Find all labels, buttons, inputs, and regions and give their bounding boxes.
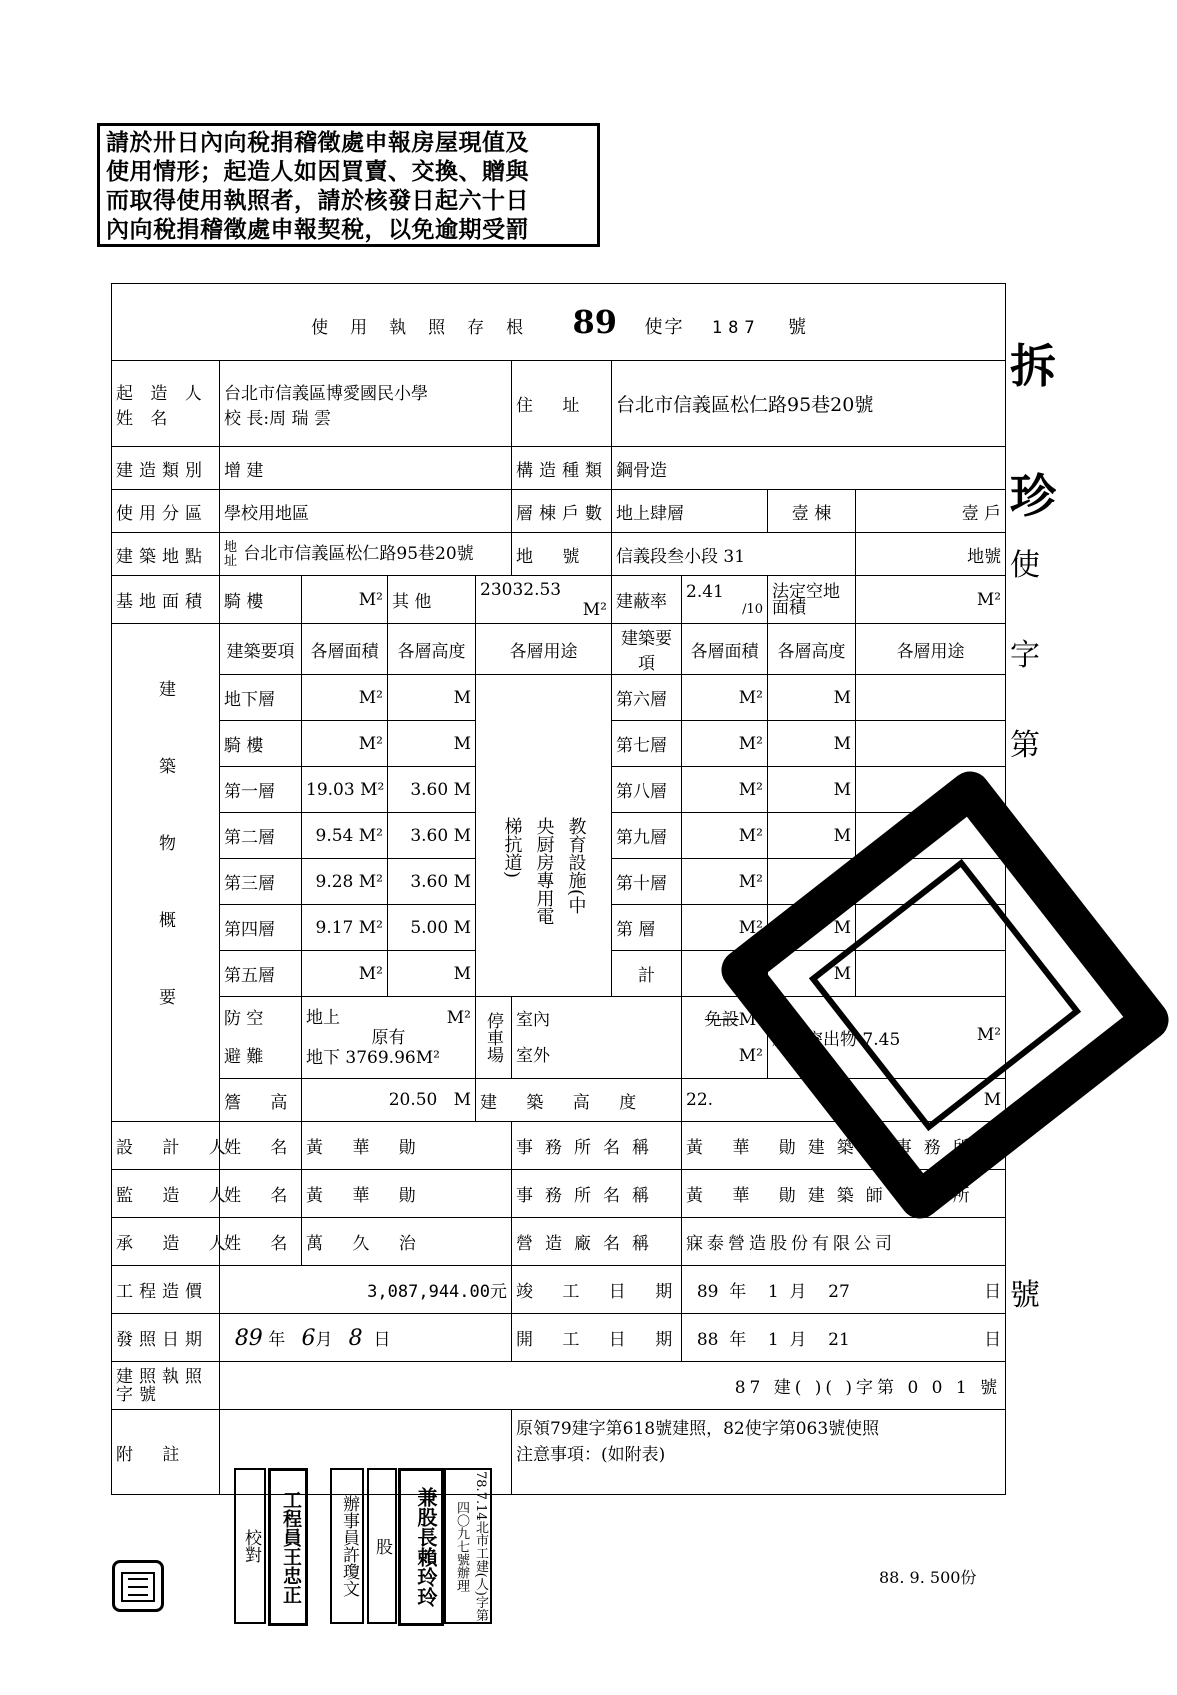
office-label: 事務所名稱 bbox=[512, 1170, 682, 1218]
unit-m2: M² bbox=[360, 779, 385, 800]
title-word: 使字 bbox=[644, 317, 685, 338]
floor-height bbox=[388, 813, 476, 859]
edge-char: 拆 bbox=[1010, 339, 1056, 393]
arcade-unit: M² bbox=[302, 576, 388, 624]
floor-name: 騎 樓 bbox=[220, 721, 302, 767]
notice-line: 使用情形；起造人如因買賣、交換、贈與 bbox=[106, 158, 529, 185]
unit-m2: M² bbox=[738, 1009, 763, 1030]
check-stamp: 校對 bbox=[234, 1468, 266, 1624]
coverage bbox=[682, 576, 768, 624]
shelter-area bbox=[302, 997, 476, 1079]
day-unit: 日 bbox=[984, 1330, 1002, 1350]
other-label: 其 他 bbox=[388, 576, 476, 624]
floor-area bbox=[302, 859, 388, 905]
start-month: 1 bbox=[767, 1330, 779, 1350]
parking-label: 停車場 bbox=[476, 997, 512, 1079]
notice-line: 而取得使用執照者，請於核發日起六十日 bbox=[106, 187, 529, 214]
floor-area-value: 9.17 bbox=[315, 917, 354, 938]
title-suffix: 號 bbox=[788, 317, 806, 338]
arcade-label: 騎 樓 bbox=[220, 576, 302, 624]
hdr-height-r: 各層高度 bbox=[768, 624, 856, 675]
designer-name: 黃 華 勛 bbox=[302, 1122, 512, 1170]
floor-height-r: M bbox=[768, 813, 856, 859]
done-day: 27 bbox=[828, 1282, 850, 1302]
owner-label-2: 姓 名 bbox=[116, 408, 174, 429]
floor-area-r: M² bbox=[682, 951, 768, 997]
officer-stamp: 辦事員許瓊文 bbox=[330, 1468, 364, 1624]
floor-area-value: 19.03 bbox=[306, 779, 355, 800]
unit-count: 壹 戶 bbox=[856, 490, 1006, 533]
floor-area bbox=[302, 813, 388, 859]
unit-m2: M² bbox=[446, 1007, 471, 1028]
issue-date-label: 發照日期 bbox=[112, 1314, 220, 1362]
floor-area bbox=[302, 905, 388, 951]
other-area bbox=[476, 576, 612, 624]
unit-m2: M² bbox=[358, 733, 383, 754]
floor-total-label: 計 bbox=[612, 951, 682, 997]
shelter-above bbox=[306, 1008, 471, 1028]
floor-name: 第一層 bbox=[220, 767, 302, 813]
floor-area-r: M² bbox=[682, 813, 768, 859]
eave-label: 簷 高 bbox=[220, 1079, 302, 1122]
coverage-unit: /10 bbox=[742, 602, 763, 617]
hdr-height: 各層高度 bbox=[388, 624, 476, 675]
done-month: 1 bbox=[767, 1282, 779, 1302]
unit-m2: M² bbox=[976, 1025, 1002, 1045]
hdr-item-r: 建築要項 bbox=[612, 624, 682, 675]
factory-label: 營造廠名稱 bbox=[512, 1218, 682, 1266]
month-unit: 月 bbox=[789, 1330, 807, 1350]
site-label: 建築地點 bbox=[112, 533, 220, 576]
building-count: 壹 棟 bbox=[768, 490, 856, 533]
unit-m: M bbox=[453, 963, 471, 984]
floor-height-value: 3.60 bbox=[410, 825, 449, 846]
supervisor-office: 黃 華 勛建築師事務所 bbox=[682, 1170, 1006, 1218]
contractor-name: 萬 久 治 bbox=[302, 1218, 512, 1266]
unit-m: M bbox=[453, 687, 471, 708]
owner-address: 台北市信義區松仁路95巷20號 bbox=[612, 361, 1006, 447]
floor-name-r: 第七層 bbox=[612, 721, 682, 767]
edge-char: 號 bbox=[1010, 1278, 1040, 1313]
remarks-label: 附 註 bbox=[112, 1410, 220, 1495]
floor-area-value: 9.54 bbox=[315, 825, 354, 846]
unit-m: M bbox=[453, 1090, 471, 1110]
floor-height-r: M bbox=[768, 675, 856, 721]
bldg-height-label: 建 築 高 度 bbox=[476, 1079, 682, 1122]
supervisor-label: 監 造 人 bbox=[112, 1170, 220, 1218]
round-seal bbox=[112, 1560, 164, 1612]
form-title bbox=[112, 284, 1006, 361]
contractor-label: 承 造 人 bbox=[112, 1218, 220, 1266]
parking-outdoor-unit: M² bbox=[738, 1045, 763, 1066]
floor-name: 第二層 bbox=[220, 813, 302, 859]
contractor-factory: 寐泰營造股份有限公司 bbox=[682, 1218, 1006, 1266]
hdr-area: 各層面積 bbox=[302, 624, 388, 675]
floor-name-r: 第八層 bbox=[612, 767, 682, 813]
floor-height-r: M bbox=[768, 721, 856, 767]
owner-name bbox=[220, 361, 512, 447]
floor-name: 第三層 bbox=[220, 859, 302, 905]
site-address bbox=[220, 533, 512, 576]
floor-height-r: M bbox=[768, 905, 856, 951]
permit-no-label: 建照執照字號 bbox=[112, 1362, 220, 1410]
floor-name-r: 第六層 bbox=[612, 675, 682, 721]
floor-height bbox=[388, 675, 476, 721]
reference-stamp: 78.7.14北市工建(人)字第四〇九七號辦理 bbox=[444, 1468, 492, 1624]
edge-char: 珍 bbox=[1010, 469, 1056, 523]
month-unit: 月 bbox=[789, 1282, 807, 1302]
name-label: 姓 名 bbox=[220, 1122, 302, 1170]
lot-label: 地 號 bbox=[512, 533, 612, 576]
struct-label: 構造種類 bbox=[512, 447, 612, 490]
cost-label: 工程造價 bbox=[112, 1266, 220, 1314]
parking-type bbox=[512, 997, 682, 1079]
start-day: 21 bbox=[828, 1330, 850, 1350]
use-col-2: 央厨房專用電 bbox=[533, 816, 555, 925]
floor-height bbox=[388, 859, 476, 905]
roof-label: 屋頂突出物 bbox=[772, 1030, 857, 1050]
floor-height-value: 3.60 bbox=[410, 779, 449, 800]
floor-area bbox=[302, 721, 388, 767]
chief-stamp: 兼股長賴玲玲 bbox=[398, 1468, 444, 1626]
shelter-label bbox=[220, 997, 302, 1079]
hdr-use-r: 各層用途 bbox=[856, 624, 1006, 675]
floor-height-r: M bbox=[768, 767, 856, 813]
floor-name-r: 第十層 bbox=[612, 859, 682, 905]
issue-day: 8 bbox=[348, 1325, 363, 1351]
floor-use bbox=[476, 675, 612, 997]
floor-area bbox=[302, 951, 388, 997]
start-year: 88 bbox=[696, 1330, 719, 1350]
unit-m2: M² bbox=[358, 871, 383, 892]
floor-name: 第五層 bbox=[220, 951, 302, 997]
notice-line: 內向稅捐稽徵處申報契稅，以免逾期受罰 bbox=[106, 216, 529, 243]
shelter-below bbox=[306, 1048, 471, 1068]
floor-area-r: M² bbox=[682, 767, 768, 813]
remarks bbox=[512, 1410, 1006, 1495]
unit-m: M bbox=[453, 779, 471, 800]
year-unit: 年 bbox=[729, 1330, 747, 1350]
floors-label: 層棟戶數 bbox=[512, 490, 612, 533]
start-date-label: 開 工 日 期 bbox=[512, 1314, 682, 1362]
unit-m2: M² bbox=[358, 825, 383, 846]
build-type-label: 建造類別 bbox=[112, 447, 220, 490]
title-year: 89 bbox=[572, 303, 618, 341]
designer-label: 設 計 人 bbox=[112, 1122, 220, 1170]
coverage-value: 2.41 bbox=[686, 582, 724, 602]
coverage-label: 建蔽率 bbox=[612, 576, 682, 624]
floor-area-value: 9.28 bbox=[315, 871, 354, 892]
designer-office: 黃 華 勛建築師事務所 bbox=[682, 1122, 1006, 1170]
use-col-3: 教育設施(中 bbox=[565, 816, 587, 914]
floor-height-r: M bbox=[768, 859, 856, 905]
hdr-area-r: 各層面積 bbox=[682, 624, 768, 675]
remarks-line-2: 注意事項：(如附表) bbox=[516, 1445, 666, 1465]
year-unit: 年 bbox=[268, 1329, 286, 1350]
shelter-original: 原有 bbox=[371, 1027, 406, 1048]
issue-month: 6 bbox=[301, 1325, 316, 1351]
supervisor-name: 黃 華 勛 bbox=[302, 1170, 512, 1218]
eave-height bbox=[302, 1079, 476, 1122]
zone: 學校用地區 bbox=[220, 490, 512, 533]
floor-name: 地下層 bbox=[220, 675, 302, 721]
unit-m: M bbox=[453, 733, 471, 754]
title-number: 187 bbox=[711, 318, 761, 338]
floor-count: 地上肆層 bbox=[612, 490, 768, 533]
floor-height bbox=[388, 767, 476, 813]
print-info: 88. 9. 500份 bbox=[879, 1568, 977, 1587]
cost-value: 3,087,944.00元 bbox=[220, 1266, 512, 1314]
unit-m: M bbox=[453, 871, 471, 892]
floor-area bbox=[302, 767, 388, 813]
shelter-above-label: 地上 bbox=[306, 1007, 340, 1028]
day-unit: 日 bbox=[373, 1329, 391, 1350]
issue-year: 89 bbox=[234, 1325, 263, 1351]
name-label: 姓 名 bbox=[220, 1170, 302, 1218]
parking-not-set: 免設 bbox=[704, 1009, 739, 1030]
done-date bbox=[682, 1266, 1006, 1314]
owner-school: 台北市信義區博愛國民小學 bbox=[224, 383, 428, 404]
struct-type: 鋼骨造 bbox=[612, 447, 1006, 490]
build-type: 增 建 bbox=[220, 447, 512, 490]
unit-m: M bbox=[983, 1090, 1002, 1110]
unit-m: M bbox=[453, 825, 471, 846]
other-area-unit: M² bbox=[582, 599, 607, 620]
name-label: 姓 名 bbox=[220, 1218, 302, 1266]
owner-label bbox=[112, 361, 220, 447]
floor-use-r bbox=[856, 721, 1006, 767]
shelter-label-2: 避 難 bbox=[224, 1046, 264, 1067]
use-col-1: 梯抗道) bbox=[501, 816, 523, 878]
unit-m2: M² bbox=[358, 963, 383, 984]
unit-m2: M² bbox=[358, 917, 383, 938]
shelter-label-1: 防 空 bbox=[224, 1008, 264, 1029]
other-area-value: 23032.53 bbox=[480, 579, 562, 600]
hdr-use: 各層用途 bbox=[476, 624, 612, 675]
edge-char: 字 bbox=[1010, 638, 1040, 673]
floor-name: 第四層 bbox=[220, 905, 302, 951]
floor-height bbox=[388, 905, 476, 951]
shelter-value: 3769.96 bbox=[345, 1047, 416, 1068]
parking-outdoor: 室外 bbox=[516, 1045, 550, 1066]
floor-area-r: M² bbox=[682, 721, 768, 767]
seal-icon bbox=[118, 1569, 158, 1605]
year-unit: 年 bbox=[729, 1282, 747, 1302]
site-sub-label: 地址 bbox=[224, 539, 238, 569]
floor-area-r: M² bbox=[682, 859, 768, 905]
floor-height-r: M bbox=[768, 951, 856, 997]
edge-char: 使 bbox=[1010, 548, 1040, 583]
section-stamp: 股 bbox=[367, 1468, 397, 1624]
shelter-below-label: 地下 bbox=[306, 1047, 340, 1068]
issue-date bbox=[220, 1314, 512, 1362]
unit-m2: M² bbox=[415, 1047, 440, 1068]
zone-label: 使用分區 bbox=[112, 490, 220, 533]
eave-value: 20.50 bbox=[388, 1090, 438, 1110]
site-value: 台北市信義區松仁路95巷20號 bbox=[243, 544, 474, 565]
lot-suffix: 地號 bbox=[856, 533, 1006, 576]
floor-height bbox=[388, 721, 476, 767]
floor-height-value: 3.60 bbox=[410, 871, 449, 892]
floor-height bbox=[388, 951, 476, 997]
area-label: 基地面積 bbox=[112, 576, 220, 624]
section-label: 建築物概要 bbox=[112, 624, 220, 1122]
clerk-stamp: 工程員王忠正 bbox=[268, 1468, 308, 1626]
floor-use-r bbox=[856, 675, 1006, 721]
title-text: 使用執照存根 bbox=[311, 318, 546, 338]
unit-m2: M² bbox=[358, 687, 383, 708]
notice-line: 請於卅日內向稅捐稽徵處申報房屋現值及 bbox=[106, 129, 529, 156]
address-label: 住 址 bbox=[512, 361, 612, 447]
floor-name-r: 第 層 bbox=[612, 905, 682, 951]
open-space-label: 法定空地面積 bbox=[768, 576, 856, 624]
day-unit: 日 bbox=[984, 1282, 1002, 1302]
floor-area-r: M² bbox=[682, 675, 768, 721]
hdr-item: 建築要項 bbox=[220, 624, 302, 675]
bldg-height-value: 22. bbox=[686, 1090, 714, 1110]
owner-principal: 校 長:周 瑞 雲 bbox=[224, 408, 331, 429]
start-date bbox=[682, 1314, 1006, 1362]
remarks-line-1: 原領79建字第618號建照，82使字第063號使照 bbox=[516, 1419, 880, 1439]
roof-value: 7.45 bbox=[862, 1030, 901, 1050]
unit-m: M bbox=[453, 917, 471, 938]
done-year: 89 bbox=[696, 1282, 719, 1302]
parking-indoor: 室內 bbox=[516, 1009, 550, 1030]
edge-char: 第 bbox=[1010, 728, 1040, 763]
tax-notice bbox=[97, 123, 600, 247]
floor-area-r: M² bbox=[682, 905, 768, 951]
permit-no: 87 建( )( )字第 0 0 1 號 bbox=[220, 1362, 1006, 1410]
owner-label-1: 起 造 人 bbox=[116, 383, 208, 404]
done-date-label: 竣 工 日 期 bbox=[512, 1266, 682, 1314]
month-unit: 月 bbox=[315, 1329, 333, 1350]
floor-name-r: 第九層 bbox=[612, 813, 682, 859]
open-space-unit: M² bbox=[856, 576, 1006, 624]
floor-area bbox=[302, 675, 388, 721]
office-label: 事務所名稱 bbox=[512, 1122, 682, 1170]
floor-height-value: 5.00 bbox=[410, 917, 449, 938]
lot-number: 信義段叁小段 31 bbox=[612, 533, 856, 576]
